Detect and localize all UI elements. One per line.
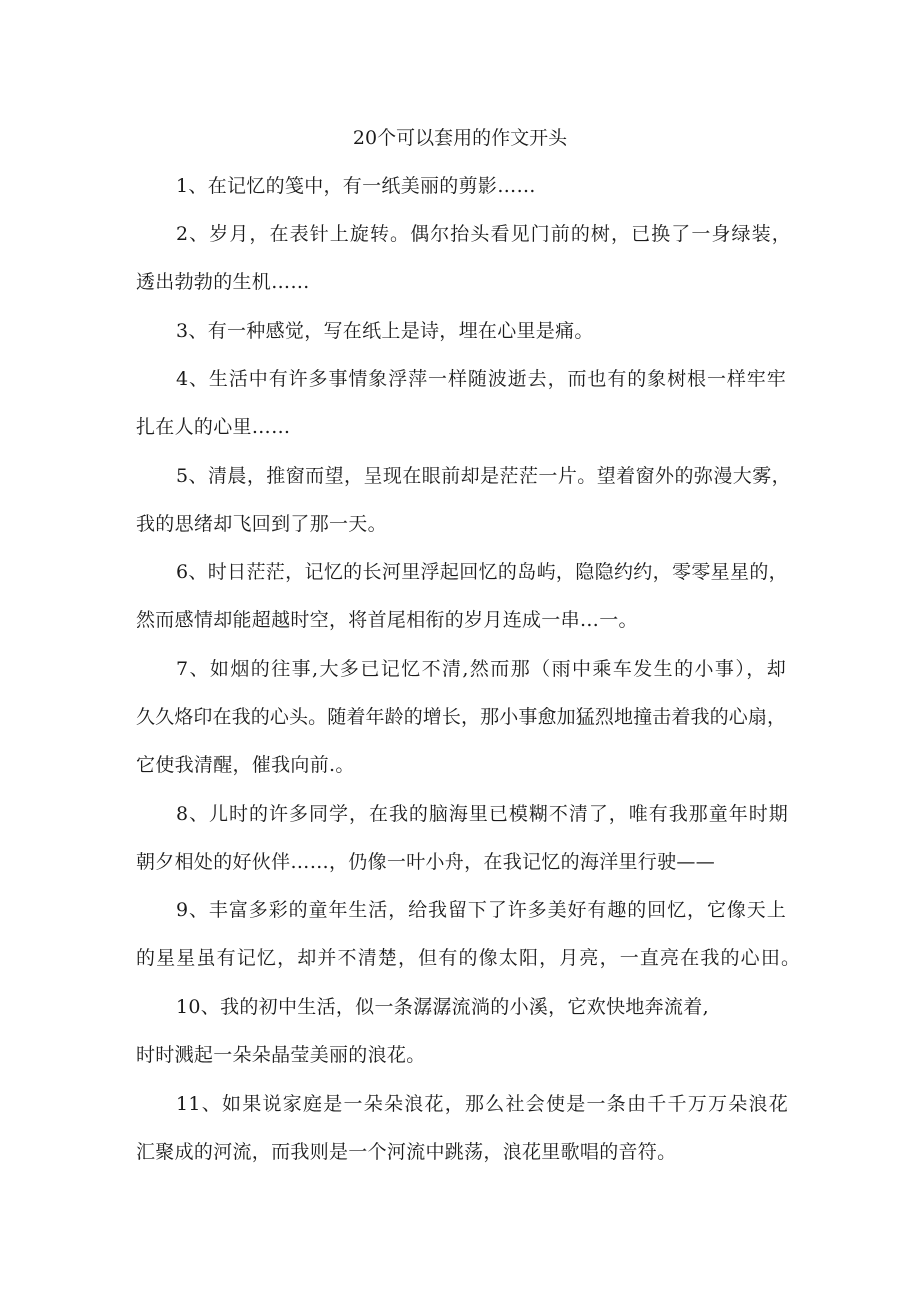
paragraph-5-line-2: 我的思绪却飞回到了那一天。 [136, 513, 387, 535]
paragraph-3-line-1: 3、有一种感觉，写在纸上是诗，埋在心里是痛。 [176, 320, 594, 342]
paragraph-2-line-1: 2、岁月，在表针上旋转。偶尔抬头看见门前的树，已换了一身绿装， [176, 223, 791, 245]
paragraph-8-line-2: 朝夕相处的好伙伴……，仍像一叶小舟，在我记忆的海洋里行驶—— [136, 851, 716, 873]
document-title: 20个可以套用的作文开头 [352, 127, 568, 149]
paragraph-7-line-1: 7、如烟的往事,大多已记忆不清,然而那（雨中乘车发生的小事），却 [176, 658, 786, 680]
paragraph-9-line-2: 的星星虽有记忆，却并不清楚，但有的像太阳，月亮，一直亮在我的心田。 [136, 947, 800, 969]
paragraph-6-line-2: 然而感情却能超越时空，将首尾相衔的岁月连成一串…一。 [136, 609, 638, 631]
paragraph-5-line-1: 5、清晨，推窗而望，呈现在眼前却是茫茫一片。望着窗外的弥漫大雾， [176, 465, 791, 487]
paragraph-7-line-2: 久久烙印在我的心头。随着年龄的增长，那小事愈加猛烈地撞击着我的心扇， [136, 706, 786, 728]
paragraph-10-line-2: 时时溅起一朵朵晶莹美丽的浪花。 [136, 1044, 426, 1066]
paragraph-7-line-3: 它使我清醒，催我向前.。 [136, 754, 355, 776]
paragraph-10-line-1: 10、我的初中生活，似一条潺潺流淌的小溪，它欢快地奔流着, [176, 996, 709, 1018]
paragraph-11-line-1: 11、如果说家庭是一朵朵浪花，那么社会使是一条由千千万万朵浪花 [176, 1093, 788, 1115]
paragraph-1-line-1: 1、在记忆的笺中，有一纸美丽的剪影…… [176, 175, 536, 197]
paragraph-11-line-2: 汇聚成的河流，而我则是一个河流中跳荡，浪花里歌唱的音符。 [136, 1141, 677, 1163]
paragraph-8-line-1: 8、儿时的许多同学，在我的脑海里已模糊不清了，唯有我那童年时期 [176, 803, 788, 825]
paragraph-2-line-2: 透出勃勃的生机…… [136, 271, 310, 293]
paragraph-4-line-2: 扎在人的心里…… [136, 416, 291, 438]
paragraph-6-line-1: 6、时日茫茫，记忆的长河里浮起回忆的岛屿，隐隐约约，零零星星的， [176, 561, 788, 583]
paragraph-4-line-1: 4、生活中有许多事情象浮萍一样随波逝去，而也有的象树根一样牢牢 [176, 368, 786, 390]
paragraph-9-line-1: 9、丰富多彩的童年生活，给我留下了许多美好有趣的回忆，它像天上 [176, 899, 786, 921]
